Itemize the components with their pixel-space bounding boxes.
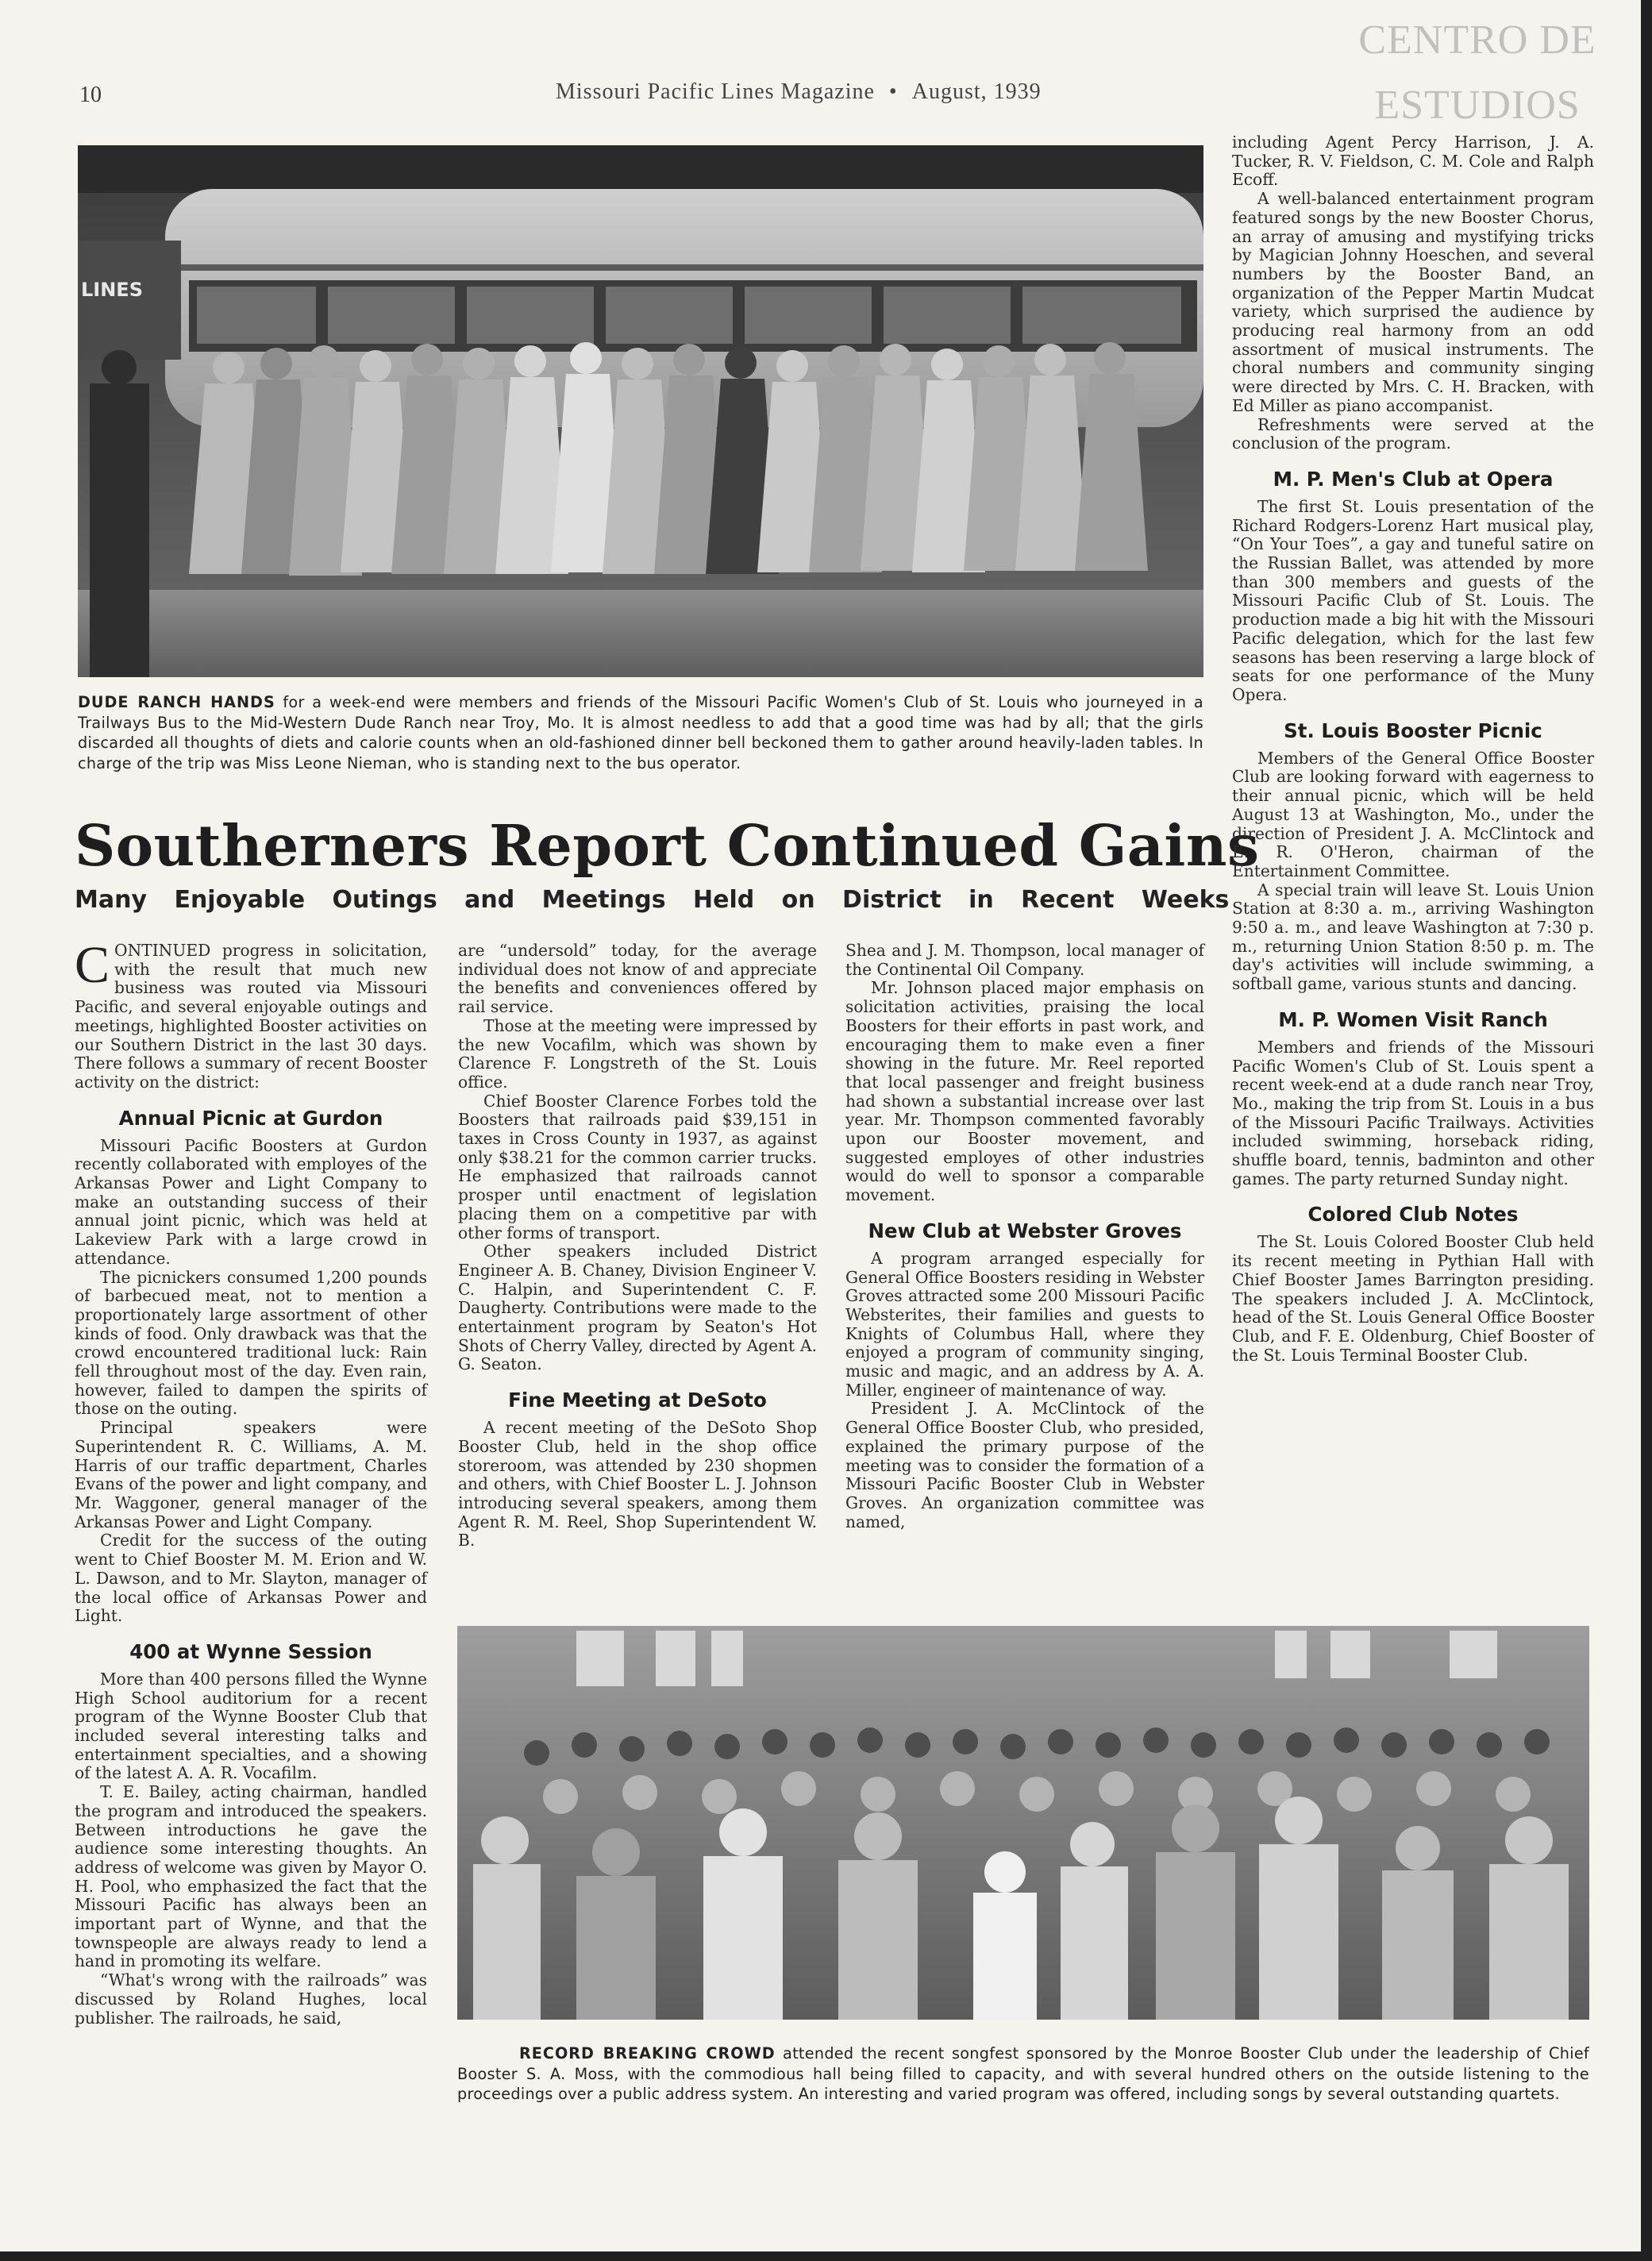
caption-dude-ranch-text: for a week-end were members and friends of the Missouri Pacific Women's Club of St. Louis who journeyed in a Trailways Bus to the Mid-Western Dude Ranch near Troy, Mo. It is almost needless to add that a good time was had by all; that the girls discarded all thoughts of diets and calorie counts when an old-fashioned dinner bell beckoned them to gather around heavily-laden tables. In charge of the trip was Miss Leone Nieman, who is standing next to the bus operator. <box>78 693 1203 772</box>
caption-dude-ranch <box>78 692 1203 773</box>
paragraph: Members of the General Office Booster Club are looking forward with eagerness to their annual picnic, which will be held August 13 at Washington, Mo., under the direction of President J. A. McClintock and E. R. O'Heron, chairman of the Entertainment Committee. <box>1232 748 1594 880</box>
photo-record-crowd <box>457 1626 1589 2020</box>
running-header <box>556 79 1042 105</box>
paragraph: “What's wrong with the railroads” was discussed by Roland Hughes, local publisher. The railroads, he said, <box>75 1970 427 2028</box>
section-heading-wynne: 400 at Wynne Session <box>129 1639 372 1663</box>
bus-depot-sign: LINES <box>81 279 143 301</box>
paragraph: Chief Booster Clarence Forbes told the Boosters that railroads paid $39,151 in taxes in Cross County in 1937, as against only $38.21 for the common carrier trucks. He emphasized that railroads cannot prosper until enactment of legislation placing them on a competitive par with other forms of transport. <box>458 1091 817 1242</box>
header-separator: • <box>888 79 898 104</box>
crowd-illustration <box>457 1626 1589 2020</box>
caption-dude-ranch-lead: DUDE RANCH HANDS <box>78 693 275 711</box>
article-intro-text: ONTINUED progress in solicitation, with the result that much new business was routed via Missouri Pacific, and several enjoyable outings and meetings, highlighted Booster activities on our Southern District in the last 30 days. There follows a summary of recent Booster activity on the district: <box>75 941 427 1092</box>
section-heading-opera: M. P. Men's Club at Opera <box>1273 467 1554 491</box>
paragraph: The first St. Louis presentation of the Richard Rodgers-Lorenz Hart musical play, “On Your Toes”, a gay and tuneful satire on the Russian Ballet, was attended by more than 300 members and guests of the Missouri Pacific Club of St. Louis. The production made a big hit with the Missouri Pacific delegation, which for the last few seasons has been reserving a large block of seats for one performance of the Muny Opera. <box>1232 496 1594 704</box>
paragraph: A recent meeting of the DeSoto Shop Booster Club, held in the shop office storeroom, was attended by 230 shopmen and others, with Chief Booster L. J. Johnson introducing several speakers, among them Agent R. M. Reel, Shop Superintendent W. B. <box>458 1418 817 1550</box>
caption-record-crowd <box>457 2043 1589 2105</box>
article-subhead: Many Enjoyable Outings and Meetings Held on District in Recent Weeks <box>75 886 1230 914</box>
paragraph: Refreshments were served at the conclusion of the program. <box>1232 414 1594 453</box>
section-heading-colored-club: Colored Club Notes <box>1307 1203 1519 1227</box>
section-heading-women-ranch: M. P. Women Visit Ranch <box>1278 1007 1548 1031</box>
watermark-line-2: ESTUDIOS <box>1374 83 1581 128</box>
scan-border-bottom <box>0 2251 1652 2261</box>
watermark <box>1342 8 1612 138</box>
paragraph: Missouri Pacific Boosters at Gurdon recently collaborated with employes of the Arkansas Power and Light Company to make an outstanding success of their annual joint picnic, which was held at Lakeview Park with a large crowd in attendance. <box>75 1135 427 1268</box>
caption-record-crowd-lead: RECORD BREAKING CROWD <box>519 2044 776 2063</box>
paragraph: Members and friends of the Missouri Pacific Women's Club of St. Louis spent a recent week-end at a dude ranch near Troy, Mo., making the trip from St. Louis in a bus of the Missouri Pacific Trailways. Activities included swimming, horseback riding, shuffle board, tennis, badminton and other games. The party returned Sunday night. <box>1232 1037 1594 1188</box>
paragraph: T. E. Bailey, acting chairman, handled the program and introduced the speakers. Between introductions he gave the audience some interesting thoughts. An address of welcome was given by Mayor O. H. Pool, who emphasized the fact that the Missouri Pacific has always been an important part of Wynne, and that the townspeople are always ready to lend a hand in promoting its welfare. <box>75 1782 427 1971</box>
issue-date: August, 1939 <box>911 79 1042 104</box>
article-column-3 <box>845 942 1204 1531</box>
article-headline: Southerners Report Continued Gains <box>75 812 1260 879</box>
paragraph: A well-balanced entertainment program featured songs by the new Booster Chorus, an array of amusing and mystifying tricks by Magician Johnny Hoeschen, and several numbers by the Booster Band, an organization of the Pepper Martin Mudcat variety, which surprised the audience by producing real harmony from an odd assortment of musical instruments. The choral numbers and community singing were directed by Mrs. C. H. Bracken, with Ed Miller as piano accompanist. <box>1232 189 1594 415</box>
paragraph: including Agent Percy Harrison, J. A. Tucker, R. V. Fieldson, C. M. Cole and Ralph Ecoff. <box>1232 133 1594 190</box>
paragraph: A program arranged especially for General Office Boosters residing in Webster Groves attracted some 200 Missouri Pacific Websterites, their families and guests to Knights of Columbus Hall, where they enjoyed a program of community singing, music and magic, and an address by A. A. Miller, engineer of maintenance of way. <box>845 1248 1204 1400</box>
bus-group-illustration <box>78 145 1203 677</box>
paragraph: President J. A. McClintock of the General Office Booster Club, who presided, explained the primary purpose of the meeting was to consider the formation of a Missouri Pacific Booster Club in Webster Groves. An organization committee was named, <box>845 1399 1204 1531</box>
paragraph: are “undersold” today, for the average individual does not know of and appreciate the benefits and conveniences offered by rail service. <box>458 941 817 1017</box>
paragraph: More than 400 persons filled the Wynne High School auditorium for a recent program of the Wynne Booster Club that included several interesting talks and entertainment specialties, and a showing of the latest A. A. R. Vocafilm. <box>75 1669 427 1783</box>
watermark-line-1: CENTRO DE <box>1358 17 1596 63</box>
paragraph: Those at the meeting were impressed by the new Vocafilm, which was shown by Clarence F. Longstreth of the St. Louis office. <box>458 1015 817 1092</box>
paragraph: Shea and J. M. Thompson, local manager of the Continental Oil Company. <box>845 941 1204 979</box>
paragraph: A special train will leave St. Louis Union Station at 8:30 a. m., arriving Washington 9:50 a. m., and leave Washington at 7:30 p. m., returning Union Station 8:50 p. m. The day's activities will include swimming, a softball game, various stunts and dancing. <box>1232 880 1594 994</box>
section-heading-desoto: Fine Meeting at DeSoto <box>508 1389 767 1412</box>
article-column-1 <box>75 936 427 2028</box>
article-column-4 <box>1232 133 1594 1365</box>
page-number: 10 <box>79 83 102 107</box>
drop-cap: C <box>75 936 110 994</box>
paragraph: Credit for the success of the outing went to Chief Booster M. M. Erion and W. L. Dawson, and to Mr. Slayton, manager of the local office of Arkansas Power and Light. <box>75 1531 427 1626</box>
paragraph: The St. Louis Colored Booster Club held its recent meeting in Pythian Hall with Chief Booster James Barrington presiding. The speakers included J. A. McClintock, head of the St. Louis General Office Booster Club, and F. E. Oldenburg, Chief Booster of the St. Louis Terminal Booster Club. <box>1232 1232 1594 1365</box>
article-column-2 <box>458 942 817 1550</box>
section-heading-picnic: St. Louis Booster Picnic <box>1284 718 1542 742</box>
section-heading-gurdon: Annual Picnic at Gurdon <box>118 1106 383 1130</box>
caption-record-crowd-text: attended the recent songfest sponsored by the Monroe Booster Club under the leadership of Chief Booster S. A. Moss, with the commodious hall being filled to capacity, and with several hundred others on the outside listening to the proceedings over a public address system. An interesting and varied program was offered, including songs by several outstanding quartets. <box>457 2044 1589 2103</box>
paragraph: Other speakers included District Engineer A. B. Chaney, Division Engineer V. C. Halpin, and Superintendent C. F. Daugherty. Contributions were made to the entertainment program by Seaton's Hot Shots of Cherry Valley, directed by Agent A. G. Seaton. <box>458 1242 817 1374</box>
paragraph: Principal speakers were Superintendent R. C. Williams, A. M. Harris of our traffic department, Charles Evans of the power and light company, and Mr. Waggoner, general manager of the Arkansas Power and Light Company. <box>75 1418 427 1531</box>
photo-dude-ranch-group <box>78 145 1203 677</box>
paragraph: The picnickers consumed 1,200 pounds of barbecued meat, not to mention a proportionately large assortment of other kinds of food. Only drawback was that the crowd encountered traditional luck: Rain fell throughout most of the day. Even rain, however, failed to dampen the spirits of those on the outing. <box>75 1267 427 1419</box>
scan-border-right <box>1641 0 1652 2261</box>
section-heading-webster-groves: New Club at Webster Groves <box>868 1219 1182 1242</box>
paragraph: Mr. Johnson placed major emphasis on solicitation activities, praising the local Boosters for their efforts in past work, and encouraging them to make even a finer showing in the future. Mr. Reel reported that local passenger and freight business had shown a substantial increase over last year. Mr. Thompson commented favorably upon our Booster movement, and suggested employes of other industries would do well to sponsor a comparable movement. <box>845 978 1204 1205</box>
magazine-title: Missouri Pacific Lines Magazine <box>556 79 875 104</box>
article-intro <box>75 936 427 1092</box>
